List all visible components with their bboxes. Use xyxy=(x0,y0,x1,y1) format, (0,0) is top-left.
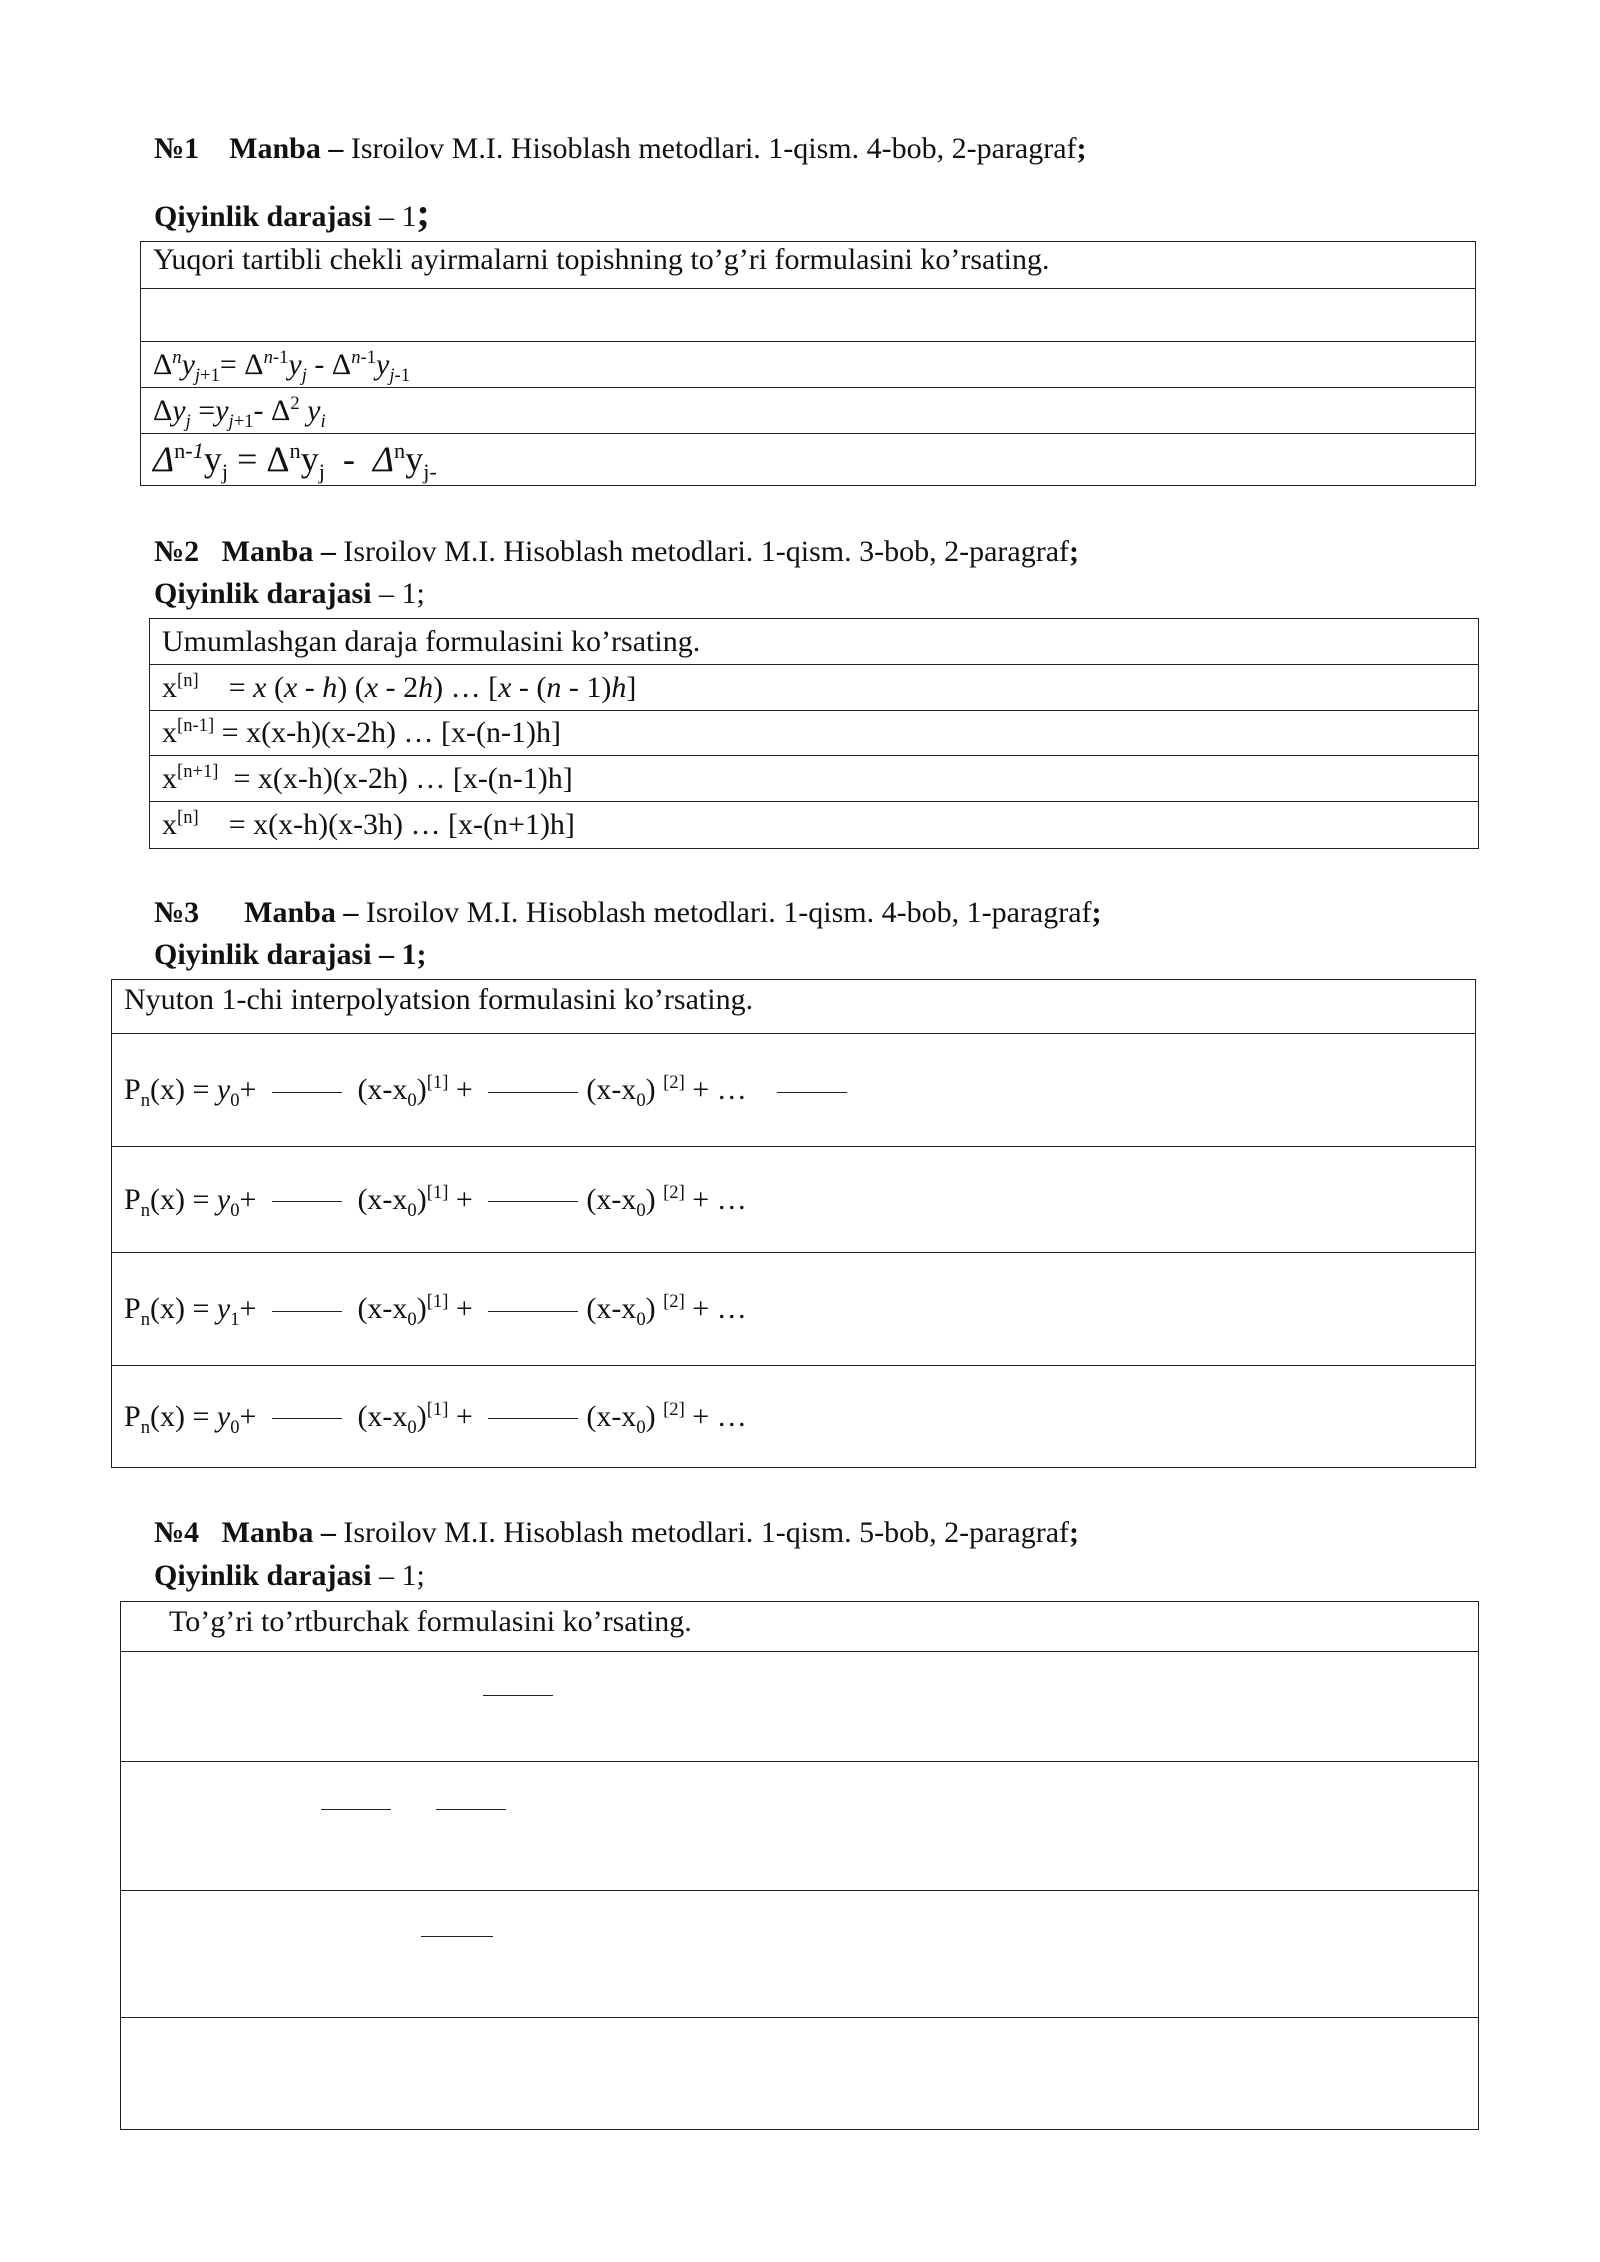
q2-question: Umumlashgan daraja formulasini ko’rsating. xyxy=(150,619,1479,665)
q1-source-text: Isroilov M.I. Hisoblash metodlari. 1-qism. 4-bob, 2-paragraf xyxy=(343,132,1077,165)
q3-answer-table xyxy=(111,979,1476,1468)
q1-answer-table xyxy=(140,241,1476,486)
q3-option-1[interactable]: $P_n(x) = y_0+ (x-x_0)[1] + (x-x_0) [2]$ + … xyxy=(112,1034,1476,1147)
q3-option-4[interactable]: $P_n(x) = y_0+ (x-x_0)[1] + (x-x_0) [2]$ + … xyxy=(112,1366,1476,1468)
q4-source-text: Isroilov M.I. Hisoblash metodlari. 1-qism. 5-bob, 2-paragraf xyxy=(335,1516,1070,1549)
q4-question xyxy=(121,1602,1479,1652)
q3-option-3[interactable]: $P_n(x) = y_1+ (x-x_0)[1] + (x-x_0) [2]$ + … xyxy=(112,1253,1476,1366)
q3-source-end: ; xyxy=(1091,896,1102,929)
q2-answer-table xyxy=(149,618,1479,849)
q2-option-3-text: = x(x-h)(x-2h) … [x-(n-1)h] xyxy=(233,761,573,795)
q1-source-label: Manba – xyxy=(229,132,344,165)
q3-difficulty-line xyxy=(154,936,427,974)
q4-number: №4 xyxy=(154,1516,200,1549)
q1-difficulty-end: ; xyxy=(416,190,430,235)
q1-option-2[interactable]: $\Delta^ny_{j+1}= \Delta^{n-1}y_j - \Delta^{n-1}y_{j-1}$ xyxy=(141,342,1476,388)
q1-source-line xyxy=(154,130,1087,168)
q4-option-2[interactable] xyxy=(121,1762,1479,1891)
q4-difficulty-label: Qiyinlik darajasi xyxy=(154,1559,372,1592)
q2-option-4-text: = x(x-h)(x-3h) … [x-(n+1)h] xyxy=(228,808,575,841)
q4-question-text: To’g’ri to’rtburchak formulasini ko’rsating. xyxy=(169,1605,692,1638)
q3-question: Nyuton 1-chi interpolyatsion formulasini ko’rsating. xyxy=(112,980,1476,1034)
q1-difficulty-label: Qiyinlik darajasi xyxy=(154,200,372,233)
q1-source-end: ; xyxy=(1076,132,1087,165)
q2-number: №2 xyxy=(154,535,200,568)
q2-difficulty-text: – 1; xyxy=(371,577,425,610)
q1-number: №1 xyxy=(154,132,200,165)
q2-option-3[interactable]: x[n+1] = x(x-h)(x-2h) … [x-(n-1)h] xyxy=(150,756,1479,802)
q1-difficulty-line xyxy=(154,188,430,238)
q2-difficulty-line xyxy=(154,575,425,613)
q4-source-end: ; xyxy=(1069,1516,1080,1549)
q3-source-text: Isroilov M.I. Hisoblash metodlari. 1-qism. 4-bob, 1-paragraf xyxy=(358,896,1092,929)
q2-option-1[interactable]: x[n] = x (x - h) (x - 2h) … [x - (n - 1)h] xyxy=(150,665,1479,711)
q3-source-label: Manba – xyxy=(244,896,359,929)
q1-option-1[interactable] xyxy=(141,289,1476,342)
q1-difficulty-text: – 1 xyxy=(371,200,417,233)
q1-option-3[interactable]: $\Delta y_j =y_{j+1}-$ $\Delta^2$ $y_i$ xyxy=(141,388,1476,434)
q2-source-end: ; xyxy=(1069,535,1080,568)
q2-option-2[interactable]: x[n-1] = x(x-h)(x-2h) … [x-(n-1)h] xyxy=(150,711,1479,756)
q4-answer-table xyxy=(120,1601,1479,2130)
q4-option-3[interactable] xyxy=(121,1891,1479,2018)
q3-option-2[interactable]: $P_n(x) = y_0+ (x-x_0)[1] + (x-x_0) [2]$ + … xyxy=(112,1147,1476,1253)
q4-source-line xyxy=(154,1514,1079,1552)
q2-option-2-text: = x(x-h)(x-2h) … [x-(n-1)h] xyxy=(221,716,561,749)
q2-source-text: Isroilov M.I. Hisoblash metodlari. 1-qism. 3-bob, 2-paragraf xyxy=(335,535,1070,568)
q4-option-4[interactable] xyxy=(121,2018,1479,2130)
q2-difficulty-label: Qiyinlik darajasi xyxy=(154,577,372,610)
q2-source-line xyxy=(154,533,1079,571)
q1-question: Yuqori tartibli chekli ayirmalarni topishning to’g’ri formulasini ko’rsating. xyxy=(141,242,1476,289)
q4-source-label: Manba – xyxy=(221,1516,336,1549)
q4-difficulty-text: – 1; xyxy=(371,1559,425,1592)
q1-option-4[interactable]: $\Delta^{n-1}y_j = \Delta^ny_j - \Delta^ny_{j-}$ xyxy=(141,434,1476,486)
q4-difficulty-line xyxy=(154,1557,425,1595)
q3-difficulty-label: Qiyinlik darajasi – 1; xyxy=(154,938,427,971)
q2-source-label: Manba – xyxy=(221,535,336,568)
q4-option-1[interactable] xyxy=(121,1652,1479,1762)
q3-number: №3 xyxy=(154,896,200,929)
q3-source-line xyxy=(154,894,1102,932)
q2-option-4[interactable]: x[n] = x(x-h)(x-3h) … [x-(n+1)h] xyxy=(150,802,1479,849)
